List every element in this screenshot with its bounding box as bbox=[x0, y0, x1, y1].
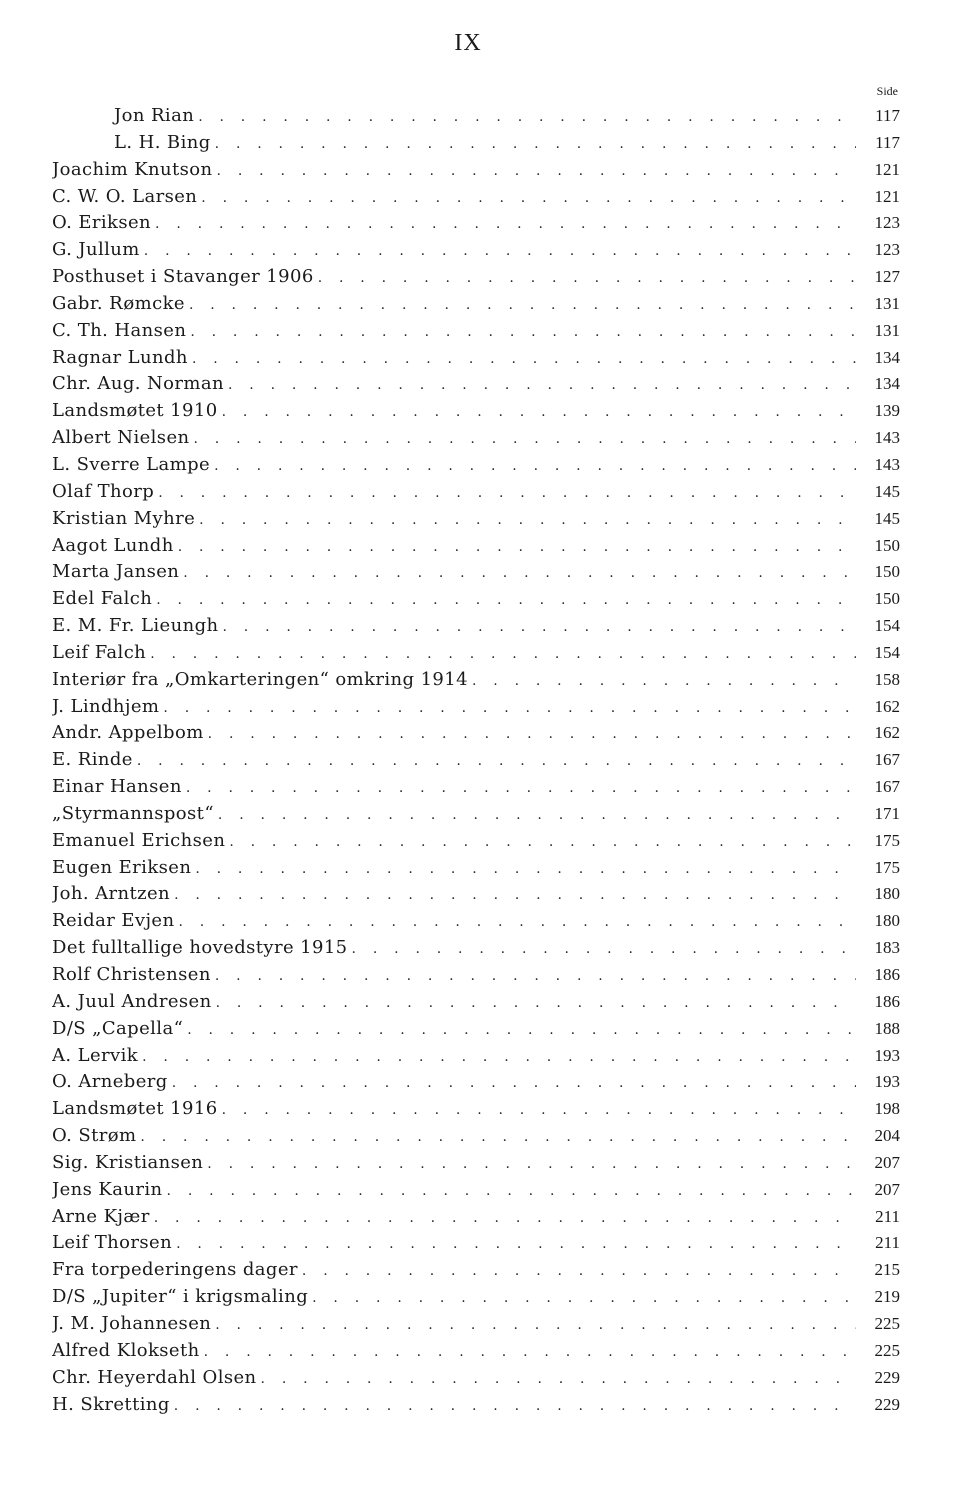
toc-entry bbox=[52, 1150, 900, 1177]
toc-entry bbox=[52, 855, 900, 882]
dot-leader bbox=[312, 1285, 856, 1311]
toc-entry-title: „Styrmannspost“ bbox=[52, 802, 214, 824]
dot-leader bbox=[155, 211, 856, 237]
toc-entry-page-number: 150 bbox=[874, 535, 900, 555]
toc-entry bbox=[52, 371, 900, 398]
toc-entry bbox=[52, 210, 900, 237]
toc-entry-page-number: 219 bbox=[874, 1287, 900, 1307]
toc-entry bbox=[52, 881, 900, 908]
dot-leader bbox=[189, 292, 856, 318]
toc-entry bbox=[52, 130, 900, 157]
toc-entry-title: Aagot Lundh bbox=[52, 534, 174, 556]
toc-entry-page-number: 150 bbox=[874, 562, 900, 582]
toc-entry-title: Landsmøtet 1910 bbox=[52, 400, 218, 422]
toc-entry-page-number: 198 bbox=[874, 1099, 900, 1119]
toc-entry-title: A. Lervik bbox=[52, 1044, 139, 1066]
toc-entry bbox=[52, 237, 900, 264]
toc-entry-title: Posthuset i Stavanger 1906 bbox=[52, 266, 314, 288]
dot-leader bbox=[195, 856, 856, 882]
toc-entry-page-number: 145 bbox=[874, 481, 900, 501]
toc-entry-page-number: 134 bbox=[874, 374, 900, 394]
toc-entry-title: C. W. O. Larsen bbox=[52, 185, 198, 207]
toc-entry bbox=[52, 264, 900, 291]
toc-entry-page-number: 211 bbox=[875, 1233, 900, 1253]
toc-entry-title: Andr. Appelbom bbox=[52, 722, 204, 744]
dot-leader bbox=[192, 346, 856, 372]
toc-entry-page-number: 180 bbox=[874, 911, 900, 931]
dot-leader bbox=[167, 1178, 856, 1204]
toc-entry bbox=[52, 1392, 900, 1419]
toc-entry bbox=[52, 1257, 900, 1284]
toc-entry bbox=[52, 559, 900, 586]
toc-entry-page-number: 162 bbox=[874, 696, 900, 716]
dot-leader bbox=[222, 614, 856, 640]
dot-leader bbox=[156, 587, 856, 613]
toc-entry-title: D/S „Jupiter“ i krigsmaling bbox=[52, 1286, 309, 1308]
toc-entry bbox=[52, 1204, 900, 1231]
toc-entry-page-number: 229 bbox=[874, 1394, 900, 1414]
toc-entry bbox=[52, 1284, 900, 1311]
table-of-contents bbox=[52, 103, 900, 1418]
toc-entry bbox=[52, 908, 900, 935]
dot-leader bbox=[352, 936, 856, 962]
toc-entry-title: Edel Falch bbox=[52, 588, 153, 610]
toc-entry-page-number: 225 bbox=[874, 1340, 900, 1360]
toc-entry-title: Leif Falch bbox=[52, 641, 147, 663]
toc-entry bbox=[52, 962, 900, 989]
toc-entry-title: Einar Hansen bbox=[52, 776, 182, 798]
toc-entry-title: Interiør fra „Omkarteringen“ omkring 1914 bbox=[52, 668, 468, 690]
toc-entry-page-number: 175 bbox=[874, 830, 900, 850]
toc-entry-page-number: 143 bbox=[874, 454, 900, 474]
toc-entry-title: Olaf Thorp bbox=[52, 480, 155, 502]
dot-leader bbox=[174, 1393, 856, 1419]
toc-entry-title: E. M. Fr. Lieungh bbox=[52, 615, 219, 637]
toc-entry-page-number: 167 bbox=[874, 750, 900, 770]
toc-entry bbox=[52, 1123, 900, 1150]
toc-entry bbox=[52, 667, 900, 694]
dot-leader bbox=[172, 1070, 856, 1096]
toc-entry-page-number: 180 bbox=[874, 884, 900, 904]
toc-entry-title: Marta Jansen bbox=[52, 561, 180, 583]
toc-entry-title: H. Skretting bbox=[52, 1393, 170, 1415]
toc-entry bbox=[52, 613, 900, 640]
toc-entry bbox=[52, 452, 900, 479]
toc-entry-title: Kristian Myhre bbox=[52, 507, 196, 529]
dot-leader bbox=[208, 721, 856, 747]
toc-entry-page-number: 211 bbox=[875, 1206, 900, 1226]
dot-leader bbox=[174, 882, 856, 908]
toc-entry-title: O. Strøm bbox=[52, 1125, 137, 1147]
toc-entry bbox=[52, 103, 900, 130]
toc-entry-title: J. Lindhjem bbox=[52, 695, 160, 717]
toc-entry-title: Eugen Eriksen bbox=[52, 856, 192, 878]
dot-leader bbox=[216, 990, 856, 1016]
dot-leader bbox=[229, 829, 856, 855]
toc-entry-page-number: 193 bbox=[874, 1045, 900, 1065]
toc-entry-title: Chr. Heyerdahl Olsen bbox=[52, 1366, 257, 1388]
dot-leader bbox=[207, 1151, 856, 1177]
toc-entry-page-number: 131 bbox=[874, 320, 900, 340]
dot-leader bbox=[199, 507, 856, 533]
dot-leader bbox=[186, 775, 856, 801]
toc-entry-page-number: 186 bbox=[874, 965, 900, 984]
toc-entry-title: Joachim Knutson bbox=[52, 158, 213, 180]
dot-leader bbox=[204, 1339, 856, 1365]
dot-leader bbox=[214, 453, 856, 479]
toc-entry bbox=[52, 425, 900, 452]
dot-leader bbox=[222, 399, 856, 425]
dot-leader bbox=[154, 1205, 856, 1231]
toc-entry-title: A. Juul Andresen bbox=[52, 990, 212, 1012]
dot-leader bbox=[144, 238, 856, 264]
toc-entry-page-number: 127 bbox=[874, 267, 900, 287]
dot-leader bbox=[261, 1366, 856, 1392]
toc-entry-page-number: 183 bbox=[874, 938, 900, 958]
toc-entry-page-number: 143 bbox=[874, 428, 900, 448]
toc-entry bbox=[52, 1230, 900, 1257]
dot-leader bbox=[228, 372, 856, 398]
toc-entry bbox=[52, 398, 900, 425]
toc-entry bbox=[52, 184, 900, 211]
toc-entry-title: Reidar Evjen bbox=[52, 910, 175, 932]
toc-entry-page-number: 204 bbox=[874, 1126, 900, 1146]
page-number: IX bbox=[454, 30, 482, 56]
toc-entry-page-number: 154 bbox=[874, 616, 900, 636]
dot-leader bbox=[163, 695, 856, 721]
toc-entry-title: Chr. Aug. Norman bbox=[52, 373, 224, 395]
toc-entry-title: D/S „Capella“ bbox=[52, 1017, 184, 1039]
toc-entry bbox=[52, 1069, 900, 1096]
toc-entry-title: O. Arneberg bbox=[52, 1071, 168, 1093]
toc-entry bbox=[52, 1311, 900, 1338]
toc-entry-page-number: 162 bbox=[874, 723, 900, 743]
toc-entry-page-number: 145 bbox=[874, 508, 900, 528]
page-column-header: Side bbox=[876, 84, 898, 98]
dot-leader bbox=[176, 1231, 856, 1257]
toc-entry-page-number: 131 bbox=[874, 293, 900, 313]
dot-leader bbox=[215, 1312, 856, 1338]
toc-entry-page-number: 167 bbox=[874, 777, 900, 797]
toc-entry bbox=[52, 694, 900, 721]
toc-entry-page-number: 139 bbox=[874, 401, 900, 421]
toc-entry-page-number: 207 bbox=[874, 1179, 900, 1199]
toc-entry bbox=[52, 640, 900, 667]
dot-leader bbox=[215, 963, 856, 989]
toc-entry bbox=[52, 318, 900, 345]
toc-entry bbox=[52, 1338, 900, 1365]
dot-leader bbox=[178, 534, 856, 560]
toc-entry-page-number: 193 bbox=[874, 1072, 900, 1092]
dot-leader bbox=[187, 1017, 856, 1043]
toc-entry-title: Jon Rian bbox=[114, 105, 195, 126]
toc-entry-title: Ragnar Lundh bbox=[52, 346, 188, 368]
toc-entry bbox=[52, 479, 900, 506]
toc-entry-title: Joh. Arntzen bbox=[52, 883, 171, 905]
toc-entry-title: E. Rinde bbox=[52, 749, 133, 771]
dot-leader bbox=[472, 668, 856, 694]
toc-entry bbox=[52, 1365, 900, 1392]
toc-entry-title: L. Sverre Lampe bbox=[52, 453, 211, 475]
toc-entry-title: G. Jullum bbox=[52, 239, 140, 261]
dot-leader bbox=[318, 265, 856, 291]
toc-entry-page-number: 123 bbox=[874, 240, 900, 260]
toc-entry bbox=[52, 747, 900, 774]
toc-entry-title: Gabr. Rømcke bbox=[52, 292, 185, 314]
toc-entry-title: Emanuel Erichsen bbox=[52, 829, 226, 851]
toc-entry-page-number: 121 bbox=[874, 186, 900, 206]
toc-entry-page-number: 229 bbox=[874, 1367, 900, 1387]
dot-leader bbox=[158, 480, 856, 506]
dot-leader bbox=[302, 1258, 856, 1284]
dot-leader bbox=[217, 158, 856, 184]
toc-entry-page-number: 150 bbox=[874, 589, 900, 609]
dot-leader bbox=[137, 748, 856, 774]
toc-entry bbox=[52, 720, 900, 747]
toc-entry-title: J. M. Johannesen bbox=[52, 1312, 212, 1334]
toc-entry bbox=[52, 935, 900, 962]
dot-leader bbox=[194, 426, 857, 452]
toc-entry-page-number: 154 bbox=[874, 642, 900, 662]
toc-entry bbox=[52, 586, 900, 613]
toc-entry-page-number: 215 bbox=[874, 1260, 900, 1280]
dot-leader bbox=[142, 1044, 856, 1070]
toc-entry-page-number: 134 bbox=[874, 347, 900, 367]
toc-entry-page-number: 171 bbox=[874, 803, 900, 823]
toc-entry-page-number: 225 bbox=[874, 1313, 900, 1333]
toc-entry bbox=[52, 506, 900, 533]
toc-entry bbox=[52, 345, 900, 372]
toc-entry-page-number: 158 bbox=[874, 669, 900, 689]
toc-entry bbox=[52, 774, 900, 801]
toc-entry-title: Alfred Klokseth bbox=[52, 1339, 200, 1361]
dot-leader bbox=[150, 641, 856, 667]
toc-entry bbox=[52, 1177, 900, 1204]
dot-leader bbox=[190, 319, 856, 345]
toc-entry-page-number: 117 bbox=[875, 132, 900, 152]
toc-entry-title: L. H. Bing bbox=[114, 131, 211, 153]
toc-entry-page-number: 117 bbox=[875, 106, 900, 125]
toc-entry bbox=[52, 828, 900, 855]
toc-entry-title: Arne Kjær bbox=[52, 1205, 150, 1227]
dot-leader bbox=[178, 909, 856, 935]
dot-leader bbox=[215, 131, 856, 157]
toc-entry bbox=[52, 1016, 900, 1043]
toc-entry bbox=[52, 1096, 900, 1123]
dot-leader bbox=[140, 1124, 856, 1150]
toc-entry-title: O. Eriksen bbox=[52, 212, 152, 234]
toc-entry-page-number: 188 bbox=[874, 1018, 900, 1038]
toc-entry-title: Det fulltallige hovedstyre 1915 bbox=[52, 937, 348, 959]
dot-leader bbox=[183, 560, 856, 586]
toc-entry-title: Jens Kaurin bbox=[52, 1178, 163, 1200]
toc-entry-title: Landsmøtet 1916 bbox=[52, 1098, 218, 1120]
dot-leader bbox=[198, 104, 856, 130]
toc-entry-title: Albert Nielsen bbox=[52, 427, 190, 449]
toc-entry-title: Leif Thorsen bbox=[52, 1232, 173, 1254]
toc-entry bbox=[52, 1043, 900, 1070]
toc-entry bbox=[52, 533, 900, 560]
dot-leader bbox=[218, 802, 856, 828]
toc-entry-title: C. Th. Hansen bbox=[52, 319, 187, 341]
dot-leader bbox=[222, 1097, 856, 1123]
toc-entry bbox=[52, 291, 900, 318]
toc-entry-page-number: 175 bbox=[874, 857, 900, 877]
toc-entry-page-number: 121 bbox=[874, 159, 900, 179]
toc-entry bbox=[52, 801, 900, 828]
toc-entry bbox=[52, 989, 900, 1016]
toc-entry-page-number: 186 bbox=[874, 991, 900, 1011]
toc-entry bbox=[52, 157, 900, 184]
toc-entry-title: Sig. Kristiansen bbox=[52, 1151, 204, 1173]
toc-entry-title: Fra torpederingens dager bbox=[52, 1259, 298, 1281]
toc-entry-page-number: 123 bbox=[874, 213, 900, 233]
dot-leader bbox=[201, 185, 856, 211]
toc-entry-page-number: 207 bbox=[874, 1152, 900, 1172]
toc-entry-title: Rolf Christensen bbox=[52, 964, 211, 985]
